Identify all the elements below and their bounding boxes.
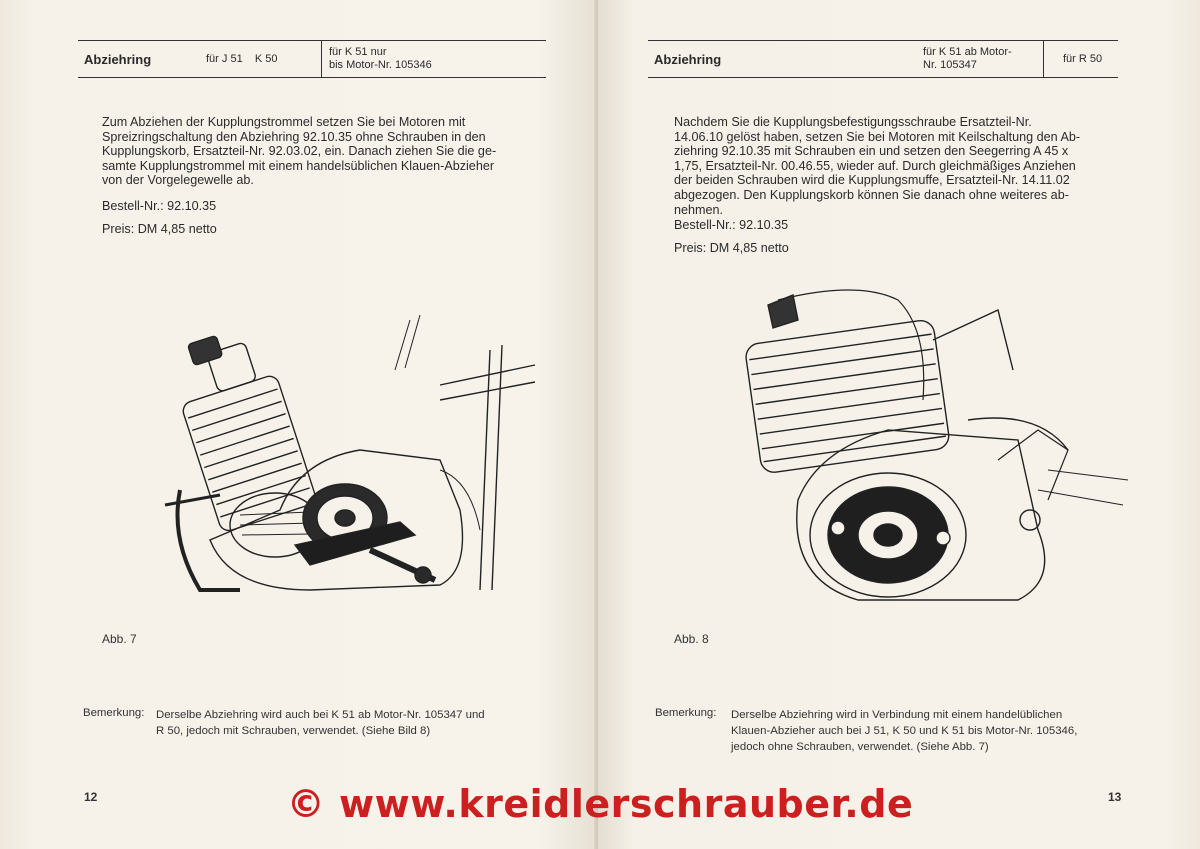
right-body-line: 14.06.10 gelöst haben, setzen Sie bei Motoren mit Keilschaltung den Ab- xyxy=(674,129,1081,144)
left-header-note-line2: bis Motor-Nr. 105346 xyxy=(329,59,432,71)
claw-puller xyxy=(295,484,435,583)
right-remark-line: jedoch ohne Schrauben, verwendet. (Siehe Abb. 7) xyxy=(731,741,989,753)
right-header-divider xyxy=(1043,41,1044,77)
left-remark-line: Derselbe Abziehring wird auch bei K 51 ab Motor-Nr. 105347 und xyxy=(156,709,485,721)
left-price: Preis: DM 4,85 netto xyxy=(102,222,217,236)
right-header-note-line1: für K 51 ab Motor- xyxy=(923,46,1012,58)
right-header-table xyxy=(648,40,1118,78)
left-body-text xyxy=(102,115,547,188)
right-figure-caption: Abb. 8 xyxy=(674,632,709,646)
left-header-note xyxy=(329,41,432,77)
left-remark-line: R 50, jedoch mit Schrauben, verwendet. (Siehe Bild 8) xyxy=(156,725,431,737)
ring-puller xyxy=(810,473,966,597)
right-header-note-line2: Nr. 105347 xyxy=(923,59,977,71)
left-body-line: samte Kupplungstrommel mit einem handelsüblichen Klauen-Abzieher xyxy=(102,158,495,173)
right-body-line: 1,75, Ersatzteil-Nr. 00.46.55, wieder auf. Durch gleichmäßiges Anziehen xyxy=(674,158,1076,173)
right-remark-text xyxy=(731,707,1121,755)
right-remark-line: Klauen-Abzieher auch bei J 51, K 50 und K 51 bis Motor-Nr. 105346, xyxy=(731,725,1078,737)
left-header-models: für J 51 K 50 xyxy=(206,52,278,65)
left-header-table xyxy=(78,40,546,78)
right-header-models: für R 50 xyxy=(1063,52,1103,65)
website-watermark: © www.kreidlerschrauber.de xyxy=(286,782,914,826)
left-remark-label: Bemerkung: xyxy=(83,707,145,719)
right-page xyxy=(598,0,1200,849)
right-remark-line: Derselbe Abziehring wird in Verbindung mit einem handelüblichen xyxy=(731,709,1063,721)
engine-ring-puller-illustration xyxy=(738,280,1138,620)
left-remark-text xyxy=(156,707,548,739)
left-page xyxy=(0,0,598,849)
left-order-number: Bestell-Nr.: 92.10.35 xyxy=(102,199,217,213)
left-body-line: Zum Abziehen der Kupplungstrommel setzen Sie bei Motoren mit xyxy=(102,115,466,129)
left-header-title: Abziehring xyxy=(84,51,152,67)
right-price: Preis: DM 4,85 netto xyxy=(674,241,789,255)
right-header-note xyxy=(923,41,1012,77)
right-body-line: nehmen. xyxy=(674,202,724,217)
left-header-note-line1: für K 51 nur xyxy=(329,46,387,58)
right-header-title: Abziehring xyxy=(654,51,722,67)
right-remark-label: Bemerkung: xyxy=(655,707,717,719)
left-header-divider xyxy=(321,41,322,77)
right-order-number: Bestell-Nr.: 92.10.35 xyxy=(674,218,789,232)
right-page-number: 13 xyxy=(1108,790,1122,804)
right-body-text xyxy=(674,115,1119,217)
left-body-line: Kupplungskorb, Ersatzteil-Nr. 92.03.02, ein. Danach ziehen Sie die ge- xyxy=(102,144,497,159)
left-page-number: 12 xyxy=(84,790,98,804)
right-body-line: Nachdem Sie die Kupplungsbefestigungsschraube Ersatzteil-Nr. xyxy=(674,115,1032,129)
right-body-line: der beiden Schrauben wird die Kupplungsmuffe, Ersatzteil-Nr. 14.11.02 xyxy=(674,173,1070,188)
right-body-line: abgezogen. Den Kupplungskorb können Sie danach ohne weiteres ab- xyxy=(674,187,1069,202)
left-body-line: von der Vorgelegewelle ab. xyxy=(102,173,254,188)
left-body-line: Spreizringschaltung den Abziehring 92.10.35 ohne Schrauben in den xyxy=(102,129,486,144)
left-figure-caption: Abb. 7 xyxy=(102,632,137,646)
right-body-line: ziehring 92.10.35 mit Schrauben ein und setzen den Seegerring A 45 x xyxy=(674,144,1069,159)
engine-puller-illustration xyxy=(140,290,540,610)
